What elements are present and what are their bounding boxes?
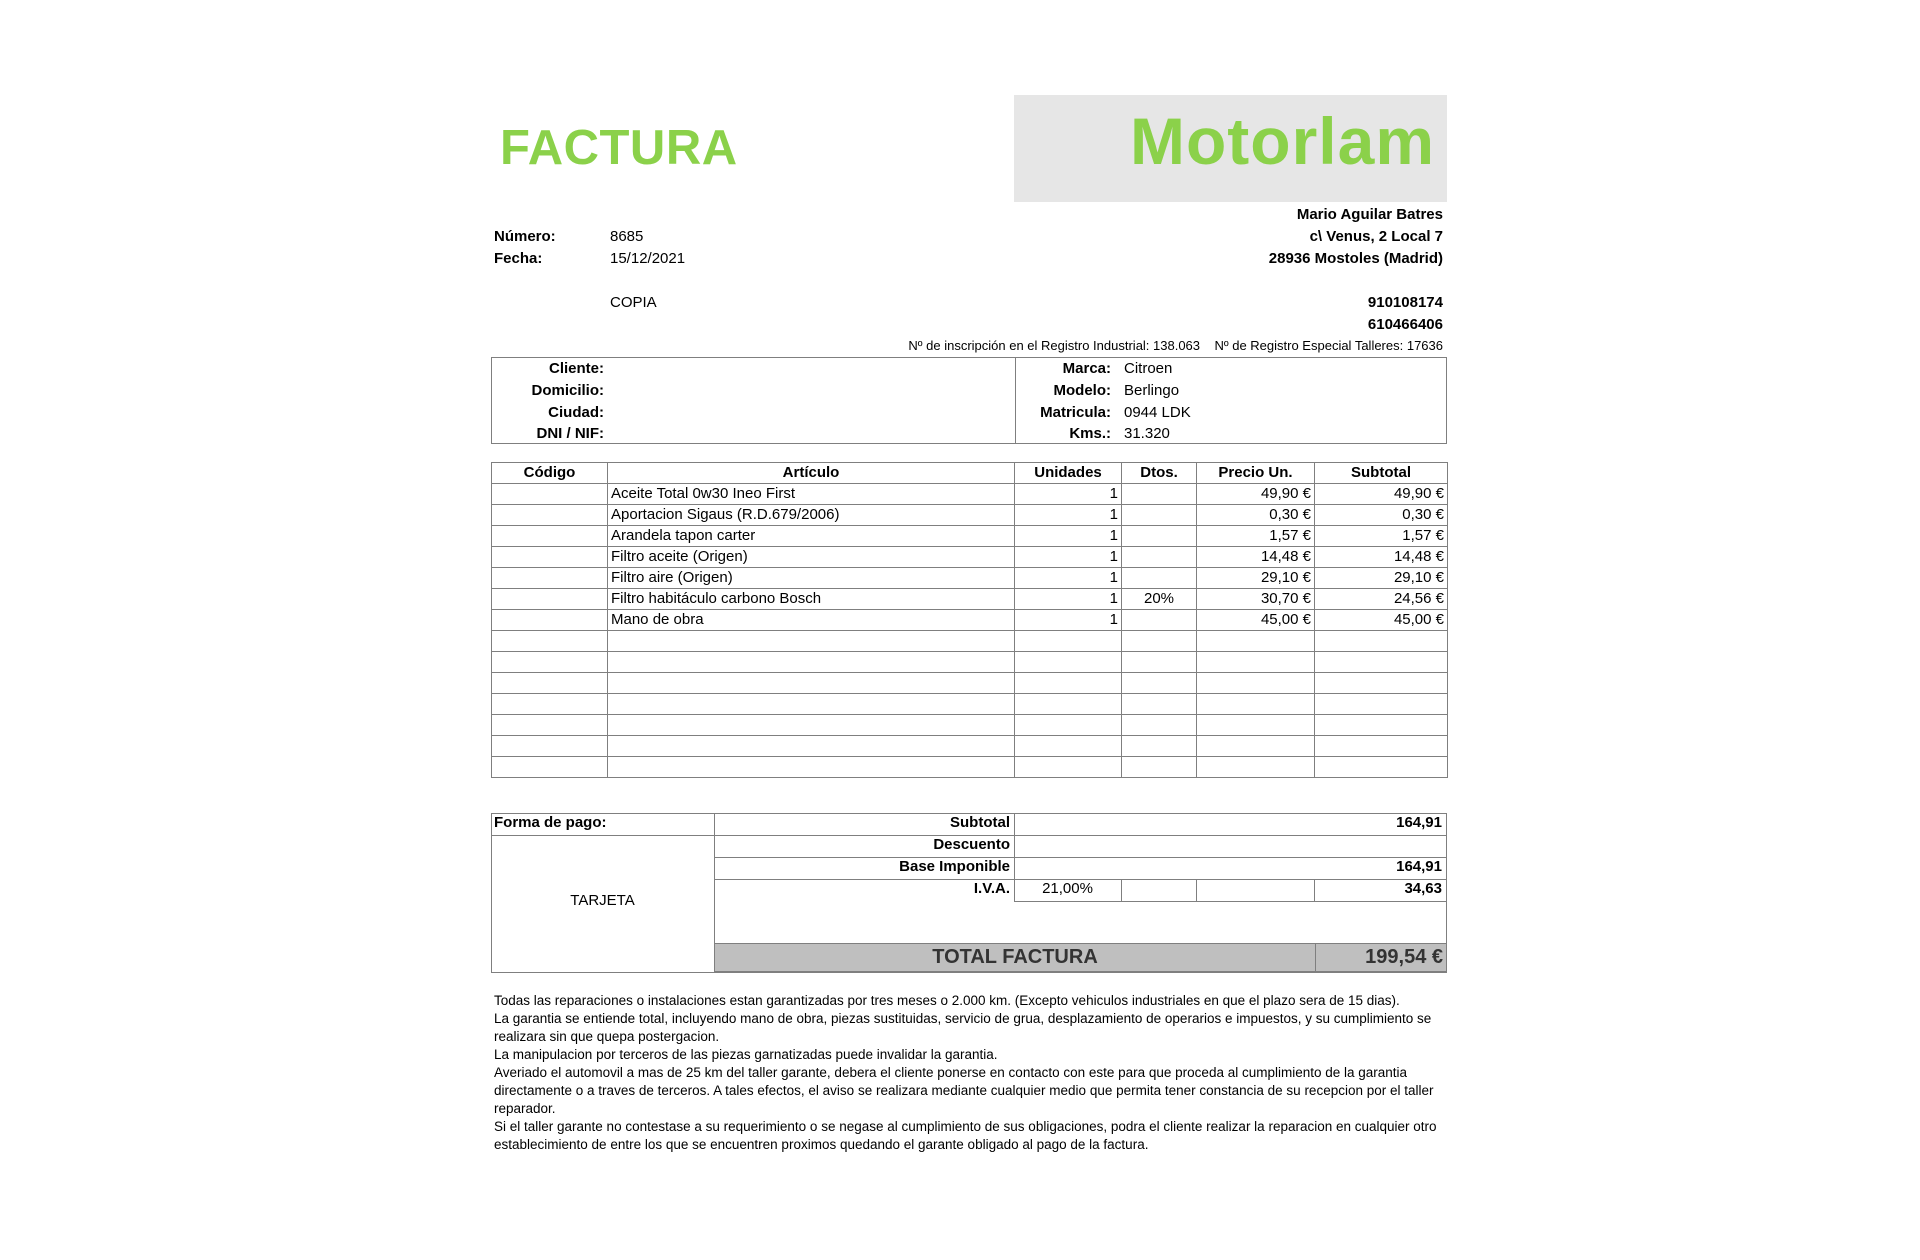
item-articulo — [608, 715, 1015, 736]
item-precio: 30,70 € — [1197, 589, 1315, 610]
item-articulo — [608, 694, 1015, 715]
shop-phone-2: 610466406 — [1367, 316, 1443, 333]
item-subtotal: 24,56 € — [1315, 589, 1448, 610]
client-vehicle-box — [491, 357, 1447, 444]
col-header-precio: Precio Un. — [1197, 463, 1315, 484]
table-row — [492, 736, 1448, 757]
item-articulo: Arandela tapon carter — [608, 526, 1015, 547]
item-precio: 29,10 € — [1197, 568, 1315, 589]
item-dtos — [1122, 736, 1197, 757]
item-subtotal — [1315, 652, 1448, 673]
domicilio-label: Domicilio: — [531, 382, 604, 399]
item-codigo — [492, 694, 608, 715]
forma-pago-label: Forma de pago: — [494, 814, 607, 831]
item-unidades: 1 — [1015, 568, 1122, 589]
item-precio — [1197, 736, 1315, 757]
kms-value: 31.320 — [1124, 425, 1170, 442]
kms-label: Kms.: — [1069, 425, 1111, 442]
table-row — [492, 505, 1448, 526]
item-articulo — [608, 631, 1015, 652]
brand-logo — [1014, 95, 1447, 202]
total-bar — [714, 943, 1447, 972]
item-subtotal — [1315, 736, 1448, 757]
subtotal-value: 164,91 — [1396, 814, 1442, 831]
table-row — [492, 568, 1448, 589]
item-precio: 14,48 € — [1197, 547, 1315, 568]
item-dtos — [1122, 652, 1197, 673]
table-row — [492, 673, 1448, 694]
iva-value: 34,63 — [1404, 880, 1442, 897]
item-codigo — [492, 673, 608, 694]
item-codigo — [492, 631, 608, 652]
brand-logo-text: Motorlam — [1130, 104, 1435, 178]
table-row — [492, 715, 1448, 736]
note-paragraph: La garantia se entiende total, incluyendo mano de obra, piezas sustituidas, servicio de grua, desplazamiento de operarios e impuestos, y su cumplimiento se realizara sin que quepa postergacion. — [494, 1011, 1432, 1044]
item-subtotal: 45,00 € — [1315, 610, 1448, 631]
matricula-label: Matricula: — [1040, 404, 1111, 421]
item-articulo: Filtro aire (Origen) — [608, 568, 1015, 589]
item-dtos — [1122, 631, 1197, 652]
note-paragraph: Todas las reparaciones o instalaciones estan garantizadas por tres meses o 2.000 km. (Excepto vehiculos industriales en que el plazo sera de 15 dias). — [494, 993, 1400, 1008]
item-unidades — [1015, 652, 1122, 673]
cliente-label: Cliente: — [548, 360, 604, 377]
col-header-unidades: Unidades — [1015, 463, 1122, 484]
fecha-label: Fecha: — [494, 250, 543, 267]
shop-city: 28936 Mostoles (Madrid) — [1268, 250, 1443, 267]
item-precio: 1,57 € — [1197, 526, 1315, 547]
item-subtotal: 14,48 € — [1315, 547, 1448, 568]
marca-value: Citroen — [1124, 360, 1173, 377]
table-row — [492, 610, 1448, 631]
item-codigo — [492, 652, 608, 673]
item-dtos — [1122, 694, 1197, 715]
dni-label: DNI / NIF: — [536, 425, 604, 442]
item-codigo — [492, 757, 608, 778]
item-codigo — [492, 736, 608, 757]
table-row — [492, 652, 1448, 673]
items-table — [491, 462, 1448, 778]
matricula-value: 0944 LDK — [1124, 404, 1191, 421]
table-row — [492, 589, 1448, 610]
item-subtotal — [1315, 673, 1448, 694]
item-dtos — [1122, 505, 1197, 526]
item-articulo — [608, 736, 1015, 757]
item-subtotal: 49,90 € — [1315, 484, 1448, 505]
subtotal-label: Subtotal — [950, 814, 1010, 831]
item-unidades — [1015, 736, 1122, 757]
table-row — [492, 631, 1448, 652]
item-articulo: Filtro habitáculo carbono Bosch — [608, 589, 1015, 610]
table-row — [492, 694, 1448, 715]
table-row — [492, 526, 1448, 547]
item-dtos: 20% — [1122, 589, 1197, 610]
item-unidades: 1 — [1015, 610, 1122, 631]
invoice-title: FACTURA — [500, 121, 738, 175]
item-dtos — [1122, 673, 1197, 694]
registry-numbers: Nº de inscripción en el Registro Industrial: 138.063 Nº de Registro Especial Talleres: 17636 — [908, 338, 1443, 353]
numero-label: Número: — [494, 228, 556, 245]
item-articulo — [608, 673, 1015, 694]
item-dtos — [1122, 547, 1197, 568]
item-unidades — [1015, 673, 1122, 694]
item-dtos — [1122, 757, 1197, 778]
ciudad-label: Ciudad: — [548, 404, 604, 421]
item-precio — [1197, 652, 1315, 673]
base-imponible-label: Base Imponible — [899, 858, 1010, 875]
modelo-label: Modelo: — [1053, 382, 1111, 399]
item-subtotal — [1315, 715, 1448, 736]
item-precio — [1197, 715, 1315, 736]
note-paragraph: La manipulacion por terceros de las piezas garnatizadas puede invalidar la garantia. — [494, 1047, 998, 1062]
marca-label: Marca: — [1062, 360, 1111, 377]
modelo-value: Berlingo — [1124, 382, 1180, 399]
total-value: 199,54 € — [1365, 946, 1443, 968]
item-codigo — [492, 505, 608, 526]
item-codigo — [492, 568, 608, 589]
item-codigo — [492, 589, 608, 610]
item-precio — [1197, 757, 1315, 778]
shop-owner: Mario Aguilar Batres — [1296, 206, 1443, 223]
item-dtos — [1122, 715, 1197, 736]
forma-pago-value: TARJETA — [570, 892, 635, 909]
item-codigo — [492, 715, 608, 736]
shop-phone-1: 910108174 — [1367, 294, 1443, 311]
item-unidades — [1015, 694, 1122, 715]
warranty-notes — [494, 992, 1444, 1154]
iva-label: I.V.A. — [973, 880, 1010, 897]
item-unidades: 1 — [1015, 505, 1122, 526]
item-precio — [1197, 694, 1315, 715]
item-dtos — [1122, 484, 1197, 505]
item-articulo — [608, 652, 1015, 673]
base-imponible-value: 164,91 — [1396, 858, 1442, 875]
item-articulo: Aportacion Sigaus (R.D.679/2006) — [608, 505, 1015, 526]
col-header-codigo: Código — [492, 463, 608, 484]
shop-address: c\ Venus, 2 Local 7 — [1309, 228, 1443, 245]
table-row — [492, 484, 1448, 505]
item-articulo: Aceite Total 0w30 Ineo First — [608, 484, 1015, 505]
item-unidades: 1 — [1015, 589, 1122, 610]
item-dtos — [1122, 568, 1197, 589]
item-precio: 45,00 € — [1197, 610, 1315, 631]
item-subtotal — [1315, 694, 1448, 715]
col-header-subtotal: Subtotal — [1315, 463, 1448, 484]
item-codigo — [492, 484, 608, 505]
item-subtotal — [1315, 757, 1448, 778]
item-unidades: 1 — [1015, 484, 1122, 505]
fecha-value: 15/12/2021 — [610, 250, 686, 267]
item-articulo: Filtro aceite (Origen) — [608, 547, 1015, 568]
item-unidades — [1015, 631, 1122, 652]
col-header-articulo: Artículo — [608, 463, 1015, 484]
item-unidades: 1 — [1015, 526, 1122, 547]
item-subtotal — [1315, 631, 1448, 652]
item-precio — [1197, 673, 1315, 694]
item-dtos — [1122, 610, 1197, 631]
note-paragraph: Averiado el automovil a mas de 25 km del taller garante, debera el cliente ponerse en contacto con este para que proceda al cumplimiento de la garantia directamente o a traves de terceros. A tales efectos, el aviso se realizara mediante cualquier medio que permita tener constancia de su recepcion por el taller reparador. — [494, 1065, 1434, 1116]
copia-label: COPIA — [610, 294, 657, 311]
item-codigo — [492, 526, 608, 547]
item-precio — [1197, 631, 1315, 652]
item-codigo — [492, 610, 608, 631]
item-subtotal: 1,57 € — [1315, 526, 1448, 547]
table-row — [492, 757, 1448, 778]
item-unidades — [1015, 715, 1122, 736]
item-codigo — [492, 547, 608, 568]
table-row — [492, 547, 1448, 568]
item-unidades — [1015, 757, 1122, 778]
note-paragraph: Si el taller garante no contestase a su requerimiento o se negase al cumplimiento de sus obligaciones, podra el cliente realizar la reparacion en cualquier otro establecimiento de entre los que se encuentren proximos quedando el garante obligado al pago de la factura. — [494, 1119, 1437, 1152]
total-label: TOTAL FACTURA — [932, 946, 1098, 968]
item-articulo — [608, 757, 1015, 778]
iva-rate: 21,00% — [1042, 880, 1093, 897]
item-subtotal: 0,30 € — [1315, 505, 1448, 526]
item-unidades: 1 — [1015, 547, 1122, 568]
item-precio: 49,90 € — [1197, 484, 1315, 505]
item-subtotal: 29,10 € — [1315, 568, 1448, 589]
numero-value: 8685 — [610, 228, 644, 245]
descuento-label: Descuento — [933, 836, 1010, 853]
items-header-row — [492, 463, 1448, 484]
col-header-dtos: Dtos. — [1122, 463, 1197, 484]
item-precio: 0,30 € — [1197, 505, 1315, 526]
item-dtos — [1122, 526, 1197, 547]
item-articulo: Mano de obra — [608, 610, 1015, 631]
